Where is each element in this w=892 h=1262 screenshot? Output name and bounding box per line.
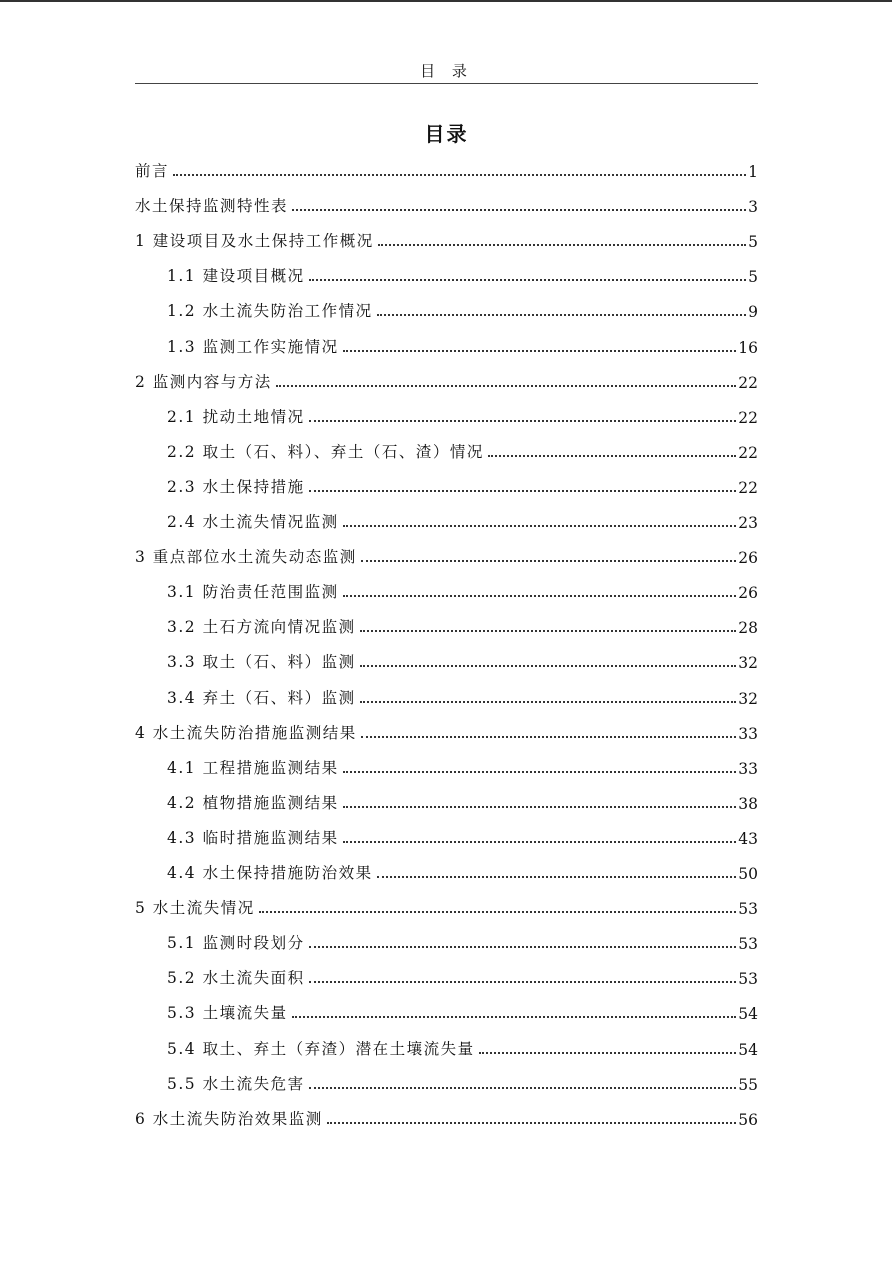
toc-entry-page: 32 [738, 654, 758, 673]
toc-entry[interactable] [135, 190, 758, 216]
toc-leader-dots [309, 1086, 737, 1089]
toc-entry-text: 1.1 建设项目概况 [167, 267, 305, 286]
toc-entry[interactable] [167, 331, 758, 357]
toc-entry[interactable] [135, 366, 758, 392]
toc-entry-text: 5.1 监测时段划分 [167, 934, 305, 953]
page-top-border [0, 0, 892, 2]
toc-leader-dots [292, 1015, 737, 1018]
toc-entry-page: 53 [738, 935, 758, 954]
toc-entry[interactable] [167, 927, 758, 953]
toc-entry-text: 5 水土流失情况 [135, 899, 255, 918]
toc-entry[interactable] [167, 997, 758, 1023]
toc-entry[interactable] [167, 576, 758, 602]
toc-entry[interactable] [167, 646, 758, 672]
toc-entry-page: 38 [738, 794, 758, 813]
toc-entry-text: 4.2 植物措施监测结果 [167, 793, 339, 812]
toc-leader-dots [360, 664, 737, 667]
toc-leader-dots [343, 524, 737, 527]
toc-entry-page: 26 [738, 584, 758, 603]
toc-entry-page: 32 [738, 689, 758, 708]
toc-entry[interactable] [167, 471, 758, 497]
toc-title: 目录 [424, 122, 469, 146]
toc-entry-page: 26 [738, 549, 758, 568]
toc-leader-dots [343, 770, 737, 773]
toc-entry-page: 28 [738, 619, 758, 638]
toc-entry-text: 5.3 土壤流失量 [167, 1004, 288, 1023]
running-header: 目 录 [420, 62, 473, 80]
toc-leader-dots [327, 1121, 736, 1124]
toc-leader-dots [309, 980, 737, 983]
toc-entry-text: 6 水土流失防治效果监测 [135, 1109, 323, 1128]
toc-entry[interactable] [167, 295, 758, 321]
toc-leader-dots [361, 735, 736, 738]
toc-entry[interactable] [135, 155, 758, 181]
header-rule [135, 83, 758, 84]
toc-entry[interactable] [167, 1033, 758, 1059]
toc-entry-text: 4.4 水土保持措施防治效果 [167, 864, 373, 882]
toc-entry-page: 33 [738, 759, 758, 778]
toc-leader-dots [309, 489, 737, 492]
toc-entry[interactable] [167, 822, 758, 848]
toc-leader-dots [377, 875, 737, 878]
toc-entry-page: 23 [738, 514, 758, 532]
toc-entry-text: 2.4 水土流失情况监测 [167, 513, 339, 531]
toc-entry-text: 3.4 弃土（石、料）监测 [167, 688, 356, 707]
toc-entry-text: 3 重点部位水土流失动态监测 [135, 548, 357, 567]
toc-entry-text: 2 监测内容与方法 [135, 372, 272, 391]
toc-leader-dots [292, 208, 746, 211]
toc-entry-text: 1.2 水土流失防治工作情况 [167, 302, 373, 321]
toc-entry-text: 2.3 水土保持措施 [167, 477, 305, 496]
toc-entry-page: 53 [738, 970, 758, 989]
toc-entry-text: 5.4 取土、弃土（弃渣）潜在土壤流失量 [167, 1039, 475, 1058]
toc-entry-page: 22 [738, 373, 758, 392]
toc-leader-dots [360, 629, 737, 632]
toc-entry-page: 55 [738, 1075, 758, 1094]
toc-entry-page: 9 [748, 303, 758, 322]
toc-entry-page: 22 [738, 443, 758, 462]
toc-leader-dots [488, 454, 736, 457]
toc-entry-page: 56 [738, 1110, 758, 1129]
toc-entry[interactable] [135, 717, 758, 743]
toc-leader-dots [378, 243, 746, 246]
toc-leader-dots [173, 173, 746, 176]
toc-entry[interactable] [167, 962, 758, 988]
toc-leader-dots [343, 840, 737, 843]
toc-entry-text: 2.1 扰动土地情况 [167, 407, 305, 426]
toc-entry-page: 33 [738, 724, 758, 743]
toc-entry[interactable] [167, 1068, 758, 1094]
toc-entry[interactable] [167, 787, 758, 813]
toc-entry[interactable] [167, 436, 758, 462]
toc-entry-page: 50 [738, 865, 758, 883]
toc-entry-page: 54 [738, 1040, 758, 1059]
toc-leader-dots [309, 278, 747, 281]
toc-entry-text: 2.2 取土（石、料）、弃土（石、渣）情况 [167, 442, 484, 461]
toc-entry-text: 5.5 水土流失危害 [167, 1074, 305, 1093]
toc-leader-dots [343, 349, 737, 352]
toc-entry-page: 5 [748, 233, 758, 252]
toc-entry-page: 16 [738, 338, 758, 357]
toc-entry-text: 水土保持监测特性表 [135, 197, 289, 216]
toc-entry-text: 4.3 临时措施监测结果 [167, 828, 339, 847]
toc-leader-dots [309, 419, 737, 422]
toc-leader-dots [360, 700, 737, 703]
toc-entry-text: 1.3 监测工作实施情况 [167, 337, 339, 356]
toc-entry[interactable] [167, 260, 758, 286]
toc-entry-text: 3.3 取土（石、料）监测 [167, 653, 356, 672]
toc-entry[interactable] [135, 541, 758, 567]
toc-entry[interactable] [135, 892, 758, 918]
toc-leader-dots [377, 313, 747, 316]
toc-entry[interactable] [135, 225, 758, 251]
toc-entry[interactable] [167, 401, 758, 427]
toc-leader-dots [343, 805, 737, 808]
toc-entry-page: 22 [738, 408, 758, 427]
toc-entry-text: 3.2 土石方流向情况监测 [167, 618, 356, 637]
toc-entry-page: 5 [748, 268, 758, 287]
toc-entry[interactable] [167, 682, 758, 708]
toc-leader-dots [276, 384, 736, 387]
toc-entry-text: 1 建设项目及水土保持工作概况 [135, 232, 374, 251]
toc-leader-dots [343, 594, 737, 597]
toc-entry[interactable] [167, 506, 758, 532]
toc-leader-dots [479, 1051, 737, 1054]
toc-entry-page: 53 [738, 900, 758, 919]
toc-entry-text: 4.1 工程措施监测结果 [167, 758, 339, 777]
toc-leader-dots [361, 559, 736, 562]
toc-entry[interactable] [167, 752, 758, 778]
toc-entry-text: 前言 [135, 162, 170, 180]
toc-entry-text: 3.1 防治责任范围监测 [167, 583, 339, 602]
toc-entry-page: 54 [738, 1005, 758, 1024]
toc-entry-page: 3 [748, 198, 758, 217]
toc-entry[interactable] [167, 611, 758, 637]
toc-entry-page: 22 [738, 478, 758, 497]
toc-entry-text: 4 水土流失防治措施监测结果 [135, 723, 357, 742]
toc-leader-dots [309, 945, 737, 948]
toc-entry[interactable] [135, 1103, 758, 1129]
toc-entry[interactable] [167, 857, 758, 883]
toc-leader-dots [259, 910, 736, 913]
toc-entry-text: 5.2 水土流失面积 [167, 969, 305, 988]
toc-entry-page: 43 [738, 829, 758, 848]
toc-entry-page: 1 [748, 163, 758, 181]
